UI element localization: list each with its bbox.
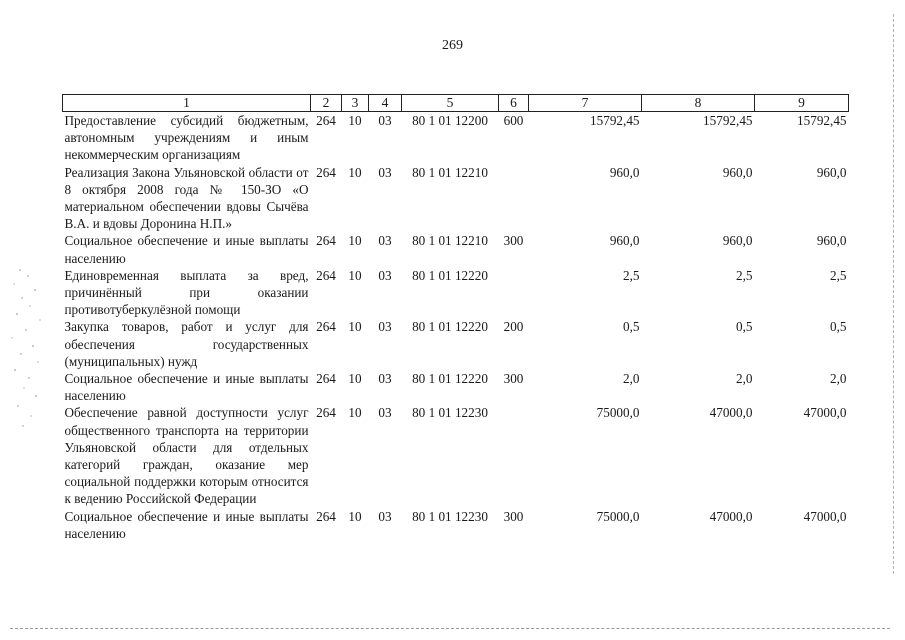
- column-number-header: [63, 95, 849, 112]
- table-row: [63, 164, 849, 233]
- cell-value-8: 960,0: [722, 233, 753, 249]
- cell-code-2: 264: [316, 233, 336, 249]
- cell-value-8: 15792,45: [703, 113, 753, 128]
- cell-code-4: 03: [378, 164, 392, 180]
- table-row: [63, 112, 849, 164]
- cell-value-9: 2,5: [830, 267, 847, 283]
- cell-code-5: 80 1 01 12220: [412, 371, 488, 387]
- column-header: 3: [342, 95, 369, 112]
- table-row: [63, 232, 849, 266]
- cell-value-7: 960,0: [609, 233, 640, 249]
- column-header: 5: [402, 95, 499, 112]
- cell-value-8: 960,0: [722, 164, 753, 180]
- cell-code-6: 600: [503, 113, 524, 128]
- table-row: [63, 318, 849, 370]
- table-row: [63, 267, 849, 319]
- cell-value-8: 2,0: [736, 371, 753, 387]
- scan-noise: [0, 260, 58, 440]
- cell-code-5: 80 1 01 12210: [412, 164, 488, 180]
- table-body: [63, 112, 849, 543]
- cell-name: Социальное обеспечение и иные выплаты населению: [64, 233, 309, 266]
- column-header: 2: [311, 95, 342, 112]
- cell-name: Социальное обеспечение и иные выплаты населению: [64, 371, 309, 404]
- column-header: 8: [642, 95, 755, 112]
- column-header: 6: [499, 95, 529, 112]
- cell-code-4: 03: [378, 319, 392, 335]
- cell-code-3: 10: [348, 371, 362, 387]
- scan-edge-right: [893, 14, 895, 574]
- cell-code-3: 10: [348, 405, 362, 421]
- cell-code-4: 03: [378, 371, 392, 387]
- cell-code-3: 10: [348, 267, 362, 283]
- page-number: 269: [442, 38, 463, 53]
- cell-code-3: 10: [348, 164, 362, 180]
- cell-code-6: 200: [503, 319, 524, 335]
- cell-value-7: 2,5: [623, 267, 640, 283]
- cell-code-6: [499, 404, 529, 507]
- cell-code-2: 264: [316, 371, 336, 387]
- cell-code-3: 10: [348, 113, 362, 128]
- cell-code-6: [499, 164, 529, 233]
- cell-value-8: 47000,0: [709, 508, 753, 524]
- cell-code-4: 03: [378, 267, 392, 283]
- cell-name: Обеспечение равной доступности услуг общественного транспорта на территории Ульяновской области для отдельных категорий граждан, оказание мер социальной поддержки которым относится к ведению Российской Федерации: [64, 405, 309, 507]
- cell-code-6: 300: [503, 371, 524, 387]
- scan-edge-bottom: [10, 628, 890, 631]
- cell-value-7: 0,5: [623, 319, 640, 335]
- cell-code-6: 300: [503, 508, 524, 524]
- cell-code-2: 264: [316, 267, 336, 283]
- cell-value-7: 15792,45: [590, 113, 640, 128]
- cell-name: Реализация Закона Ульяновской области от 8 октября 2008 года № 150-ЗО «О материальном обеспечении вдовы Сычёва В.А. и вдовы Доронина Н.П.»: [64, 164, 309, 232]
- table-row: [63, 404, 849, 507]
- cell-name: Социальное обеспечение и иные выплаты населению: [64, 508, 309, 541]
- cell-code-2: 264: [316, 405, 336, 421]
- cell-value-8: 2,5: [736, 267, 753, 283]
- cell-code-3: 10: [348, 508, 362, 524]
- cell-value-9: 2,0: [830, 371, 847, 387]
- budget-table: [62, 94, 849, 542]
- cell-value-7: 960,0: [609, 164, 640, 180]
- cell-code-6: [499, 267, 529, 319]
- cell-value-7: 2,0: [623, 371, 640, 387]
- cell-value-8: 0,5: [736, 319, 753, 335]
- cell-name: Предоставление субсидий бюджетным, автономным учреждениям и иным некоммерческим организациям: [64, 113, 309, 163]
- cell-value-9: 47000,0: [803, 405, 847, 421]
- cell-code-4: 03: [378, 508, 392, 524]
- cell-value-7: 75000,0: [596, 508, 640, 524]
- cell-code-4: 03: [378, 233, 392, 249]
- cell-code-4: 03: [378, 113, 392, 128]
- cell-code-5: 80 1 01 12230: [412, 405, 488, 421]
- cell-code-5: 80 1 01 12220: [412, 319, 488, 335]
- cell-name: Закупка товаров, работ и услуг для обеспечения государственных (муниципальных) нужд: [64, 319, 309, 369]
- cell-code-5: 80 1 01 12230: [412, 508, 488, 524]
- cell-code-2: 264: [316, 164, 336, 180]
- column-header: 9: [755, 95, 849, 112]
- column-header: 4: [369, 95, 402, 112]
- cell-code-3: 10: [348, 319, 362, 335]
- cell-code-2: 264: [316, 319, 336, 335]
- cell-name: Единовременная выплата за вред, причинённый при оказании противотуберкулёзной помощи: [64, 267, 309, 318]
- cell-value-9: 960,0: [816, 233, 847, 249]
- table-row: [63, 508, 849, 542]
- cell-value-7: 75000,0: [596, 405, 640, 421]
- cell-code-5: 80 1 01 12220: [412, 267, 488, 283]
- cell-value-8: 47000,0: [709, 405, 753, 421]
- table-row: [63, 370, 849, 404]
- cell-value-9: 0,5: [830, 319, 847, 335]
- cell-code-3: 10: [348, 233, 362, 249]
- cell-code-2: 264: [316, 508, 336, 524]
- cell-code-6: 300: [503, 233, 524, 249]
- column-header: 7: [529, 95, 642, 112]
- cell-value-9: 960,0: [816, 164, 847, 180]
- cell-code-5: 80 1 01 12200: [412, 113, 488, 128]
- cell-value-9: 15792,45: [797, 113, 847, 128]
- cell-code-5: 80 1 01 12210: [412, 233, 488, 249]
- cell-value-9: 47000,0: [803, 508, 847, 524]
- cell-code-4: 03: [378, 405, 392, 421]
- cell-code-2: 264: [316, 113, 336, 128]
- column-header: 1: [63, 95, 311, 112]
